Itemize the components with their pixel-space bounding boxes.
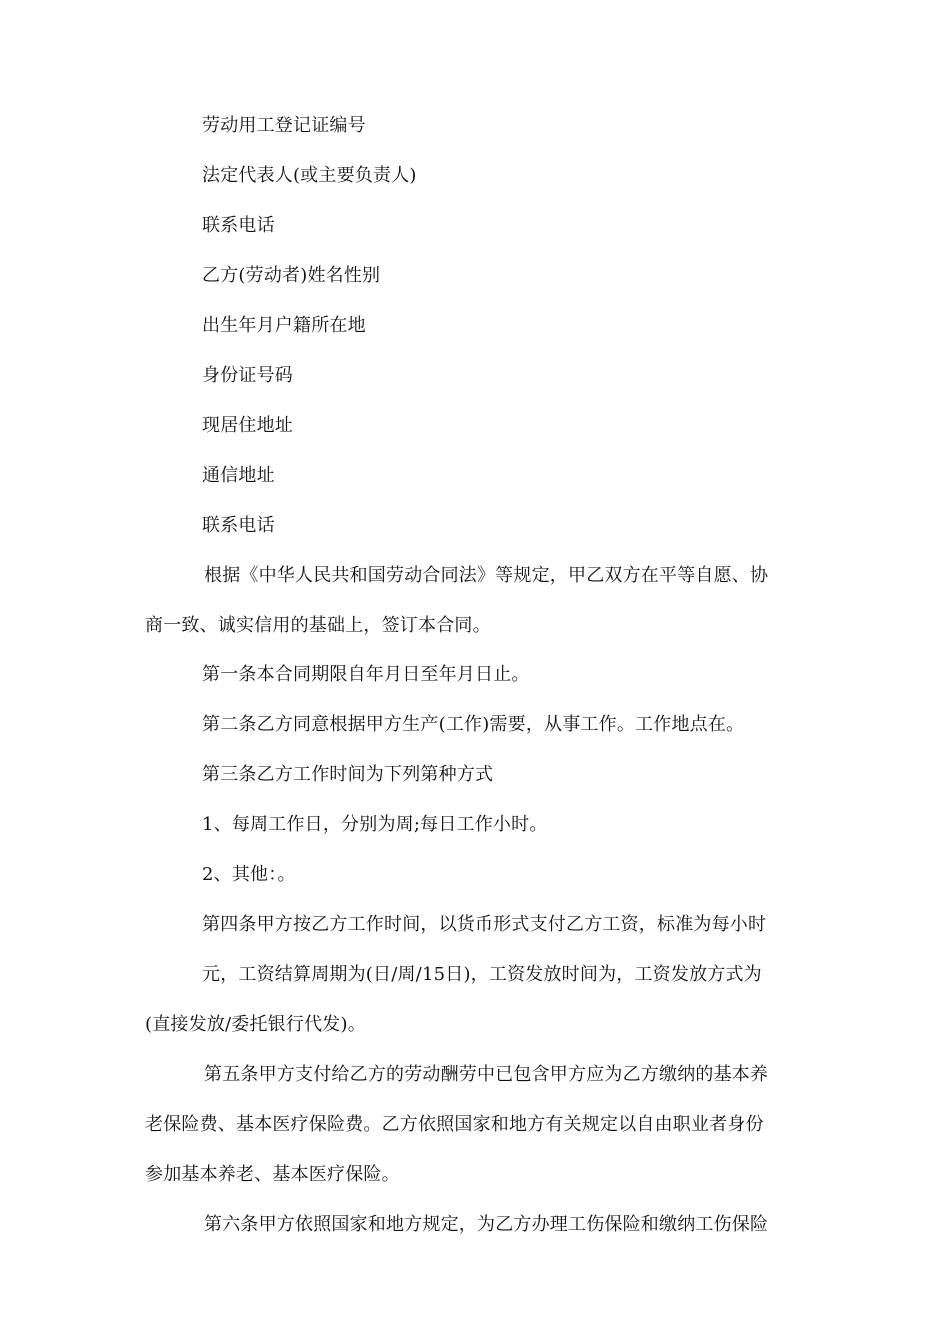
- article-5-line-1: 第五条甲方支付给乙方的劳动酬劳中已包含甲方应为乙方缴纳的基本养: [204, 1064, 769, 1085]
- field-mailing-address: 通信地址: [202, 465, 275, 486]
- preamble-line-2: 商一致、诚实信用的基础上，签订本合同。: [145, 615, 491, 636]
- article-4-line-2: 元，工资结算周期为(日/周/15日)，工资发放时间为，工资发放方式为: [202, 964, 762, 985]
- article-3-option-2: 2、其他：。: [202, 864, 296, 885]
- article-4-line-1: 第四条甲方按乙方工作时间，以货币形式支付乙方工资，标准为每小时: [202, 914, 767, 935]
- article-1: 第一条本合同期限自年月日至年月日止。: [202, 664, 530, 685]
- field-registration-number: 劳动用工登记证编号: [202, 115, 366, 136]
- field-legal-representative: 法定代表人(或主要负责人): [202, 165, 417, 186]
- field-id-number: 身份证号码: [202, 365, 293, 386]
- article-2: 第二条乙方同意根据甲方生产(工作)需要，从事工作。工作地点在。: [202, 714, 745, 735]
- article-3: 第三条乙方工作时间为下列第种方式: [202, 764, 494, 785]
- article-5-line-2: 老保险费、基本医疗保险费。乙方依照国家和地方有关规定以自由职业者身份: [145, 1114, 764, 1135]
- preamble-line-1: 根据《中华人民共和国劳动合同法》等规定，甲乙双方在平等自愿、协: [204, 565, 769, 586]
- field-employee-name-gender: 乙方(劳动者)姓名性别: [202, 265, 381, 286]
- field-employee-phone: 联系电话: [202, 515, 275, 536]
- article-5-line-3: 参加基本养老、基本医疗保险。: [145, 1164, 400, 1185]
- field-birth-household: 出生年月户籍所在地: [202, 315, 366, 336]
- article-3-option-1: 1、每周工作日，分别为周;每日工作小时。: [202, 814, 548, 835]
- article-4-line-3: (直接发放/委托银行代发)。: [145, 1014, 366, 1035]
- field-employer-phone: 联系电话: [202, 215, 275, 236]
- field-current-address: 现居住地址: [202, 415, 293, 436]
- article-6-line-1: 第六条甲方依照国家和地方规定，为乙方办理工伤保险和缴纳工伤保险: [204, 1214, 769, 1235]
